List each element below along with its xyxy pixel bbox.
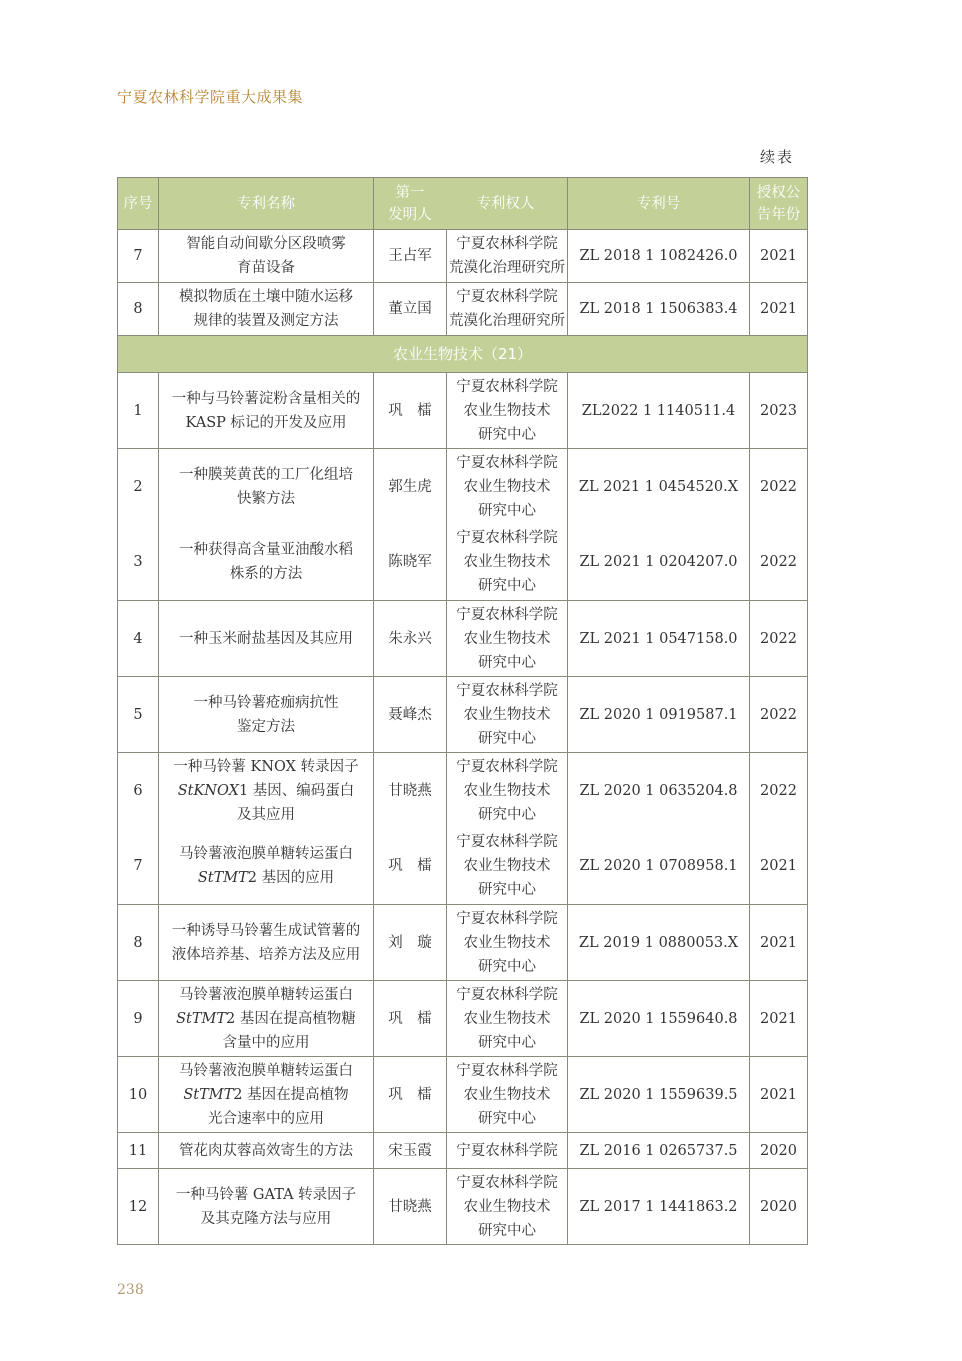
owner-line: 荒漠化治理研究所 — [449, 313, 565, 329]
table-row — [118, 449, 808, 525]
cell-year: 2022 — [750, 677, 808, 753]
owner-line: 农业生物技术 — [463, 630, 551, 647]
name-line: 一种马铃薯 GATA 转录因子 — [175, 1186, 357, 1203]
cell-index: 8 — [118, 283, 159, 336]
cell-owner — [447, 677, 568, 753]
cell-inventor: 巩 檑 — [374, 1057, 447, 1133]
running-title: 宁夏农林科学院重大成果集 — [117, 88, 304, 106]
owner-line: 农业生物技术 — [463, 934, 551, 951]
cell-year: 2021 — [750, 829, 808, 905]
cell-index: 7 — [118, 230, 159, 283]
name-line: 液体培养基、培养方法及应用 — [171, 946, 361, 963]
name-line: 及其克隆方法与应用 — [200, 1210, 332, 1227]
name-line: 鉴定方法 — [237, 718, 295, 735]
cell-year: 2020 — [750, 1169, 808, 1245]
owner-line: 研究中心 — [478, 426, 536, 443]
owner-line: 宁夏农林科学院 — [456, 758, 558, 775]
cell-name — [159, 905, 374, 981]
cell-index: 8 — [118, 905, 159, 981]
owner-line: 研究中心 — [478, 502, 536, 519]
name-line: KASP 标记的开发及应用 — [185, 414, 347, 431]
cell-inventor: 朱永兴 — [374, 601, 447, 677]
cell-owner — [447, 905, 568, 981]
cell-index: 1 — [118, 373, 159, 449]
owner-line: 研究中心 — [478, 730, 536, 747]
cell-owner — [447, 1169, 568, 1245]
cell-owner — [447, 230, 568, 283]
cell-name — [159, 449, 374, 525]
owner-line: 宁夏农林科学院 — [456, 910, 558, 927]
owner-line: 宁夏农林科学院 — [456, 1142, 558, 1159]
owner-line: 研究中心 — [478, 882, 536, 899]
page-number: 238 — [117, 1282, 144, 1298]
owner-line: 农业生物技术 — [463, 478, 551, 495]
section-row — [118, 336, 808, 373]
owner-line: 荒漠化治理研究所 — [449, 260, 565, 276]
name-line: 一种与马铃薯淀粉含量相关的 — [171, 390, 361, 407]
cell-patent-number: ZL 2020 1 0635204.8 — [568, 753, 750, 829]
cell-inventor: 董立国 — [374, 283, 447, 336]
owner-line: 研究中心 — [478, 958, 536, 975]
section-title: 农业生物技术（21） — [118, 336, 808, 373]
cell-owner — [447, 829, 568, 905]
cell-inventor: 甘晓燕 — [374, 1169, 447, 1245]
cell-owner — [447, 1057, 568, 1133]
cell-owner — [447, 449, 568, 525]
name-line: 一种玉米耐盐基因及其应用 — [179, 630, 353, 647]
owner-line: 宁夏农林科学院 — [456, 530, 558, 547]
col-header-inventor-line2: 发明人 — [388, 206, 432, 223]
cell-index: 10 — [118, 1057, 159, 1133]
cell-patent-number: ZL 2020 1 0919587.1 — [568, 677, 750, 753]
cell-index: 6 — [118, 753, 159, 829]
cell-index: 2 — [118, 449, 159, 525]
cell-year: 2021 — [750, 1057, 808, 1133]
table-row — [118, 829, 808, 905]
name-line: 智能自动间歇分区段喷雾 — [186, 236, 346, 252]
col-header-index: 序号 — [118, 178, 159, 230]
owner-line: 农业生物技术 — [463, 554, 551, 571]
cell-index: 12 — [118, 1169, 159, 1245]
table-row — [118, 230, 808, 283]
owner-line: 农业生物技术 — [463, 402, 551, 419]
owner-line: 研究中心 — [478, 654, 536, 671]
cell-owner — [447, 373, 568, 449]
cell-owner — [447, 981, 568, 1057]
col-header-inventor-line1: 第一 — [395, 184, 425, 201]
cell-index: 3 — [118, 525, 159, 601]
owner-line: 宁夏农林科学院 — [456, 986, 558, 1003]
owner-line: 农业生物技术 — [463, 1086, 551, 1103]
cell-inventor: 陈晓军 — [374, 525, 447, 601]
cell-patent-number: ZL 2021 1 0204207.0 — [568, 525, 750, 601]
table-row — [118, 601, 808, 677]
cell-patent-number: ZL 2018 1 1506383.4 — [568, 283, 750, 336]
name-line: 一种马铃薯疮痂病抗性 — [193, 694, 339, 711]
col-header-patent: 专利号 — [568, 178, 750, 230]
name-line: 一种获得高含量亚油酸水稻 — [179, 542, 353, 559]
cell-name: 一种马铃薯 KNOX 转录因子 StKNOX1 基因、编码蛋白 及其应用 — [159, 753, 374, 829]
owner-line: 研究中心 — [478, 1034, 536, 1051]
cell-inventor: 聂峰杰 — [374, 677, 447, 753]
owner-line: 宁夏农林科学院 — [456, 378, 558, 395]
owner-line: 研究中心 — [478, 578, 536, 595]
continued-label: 续表 — [760, 148, 795, 166]
col-header-year-line2: 告年份 — [756, 206, 801, 223]
name-line: 快繁方法 — [237, 490, 295, 507]
section-block — [118, 336, 808, 373]
table-row — [118, 753, 808, 829]
table-row — [118, 677, 808, 753]
cell-patent-number: ZL 2020 1 0708958.1 — [568, 829, 750, 905]
name-line: 模拟物质在土壤中随水运移 — [179, 289, 353, 305]
owner-line: 农业生物技术 — [463, 706, 551, 723]
name-line: 育苗设备 — [237, 260, 295, 276]
cell-patent-number: ZL 2019 1 0880053.X — [568, 905, 750, 981]
cell-inventor: 王占军 — [374, 230, 447, 283]
name-line: 管花肉苁蓉高效寄生的方法 — [179, 1142, 353, 1159]
cell-owner — [447, 753, 568, 829]
table-row — [118, 1057, 808, 1133]
cell-year: 2021 — [750, 905, 808, 981]
table-row — [118, 283, 808, 336]
owner-line: 宁夏农林科学院 — [456, 834, 558, 851]
cell-name — [159, 283, 374, 336]
cell-patent-number: ZL 2017 1 1441863.2 — [568, 1169, 750, 1245]
table-body-after — [118, 373, 808, 1245]
owner-line: 宁夏农林科学院 — [456, 1062, 558, 1079]
cell-patent-number: ZL 2020 1 1559640.8 — [568, 981, 750, 1057]
cell-year: 2020 — [750, 1133, 808, 1169]
owner-line: 农业生物技术 — [463, 858, 551, 875]
name-line: 一种膜荚黄芪的工厂化组培 — [179, 466, 353, 483]
cell-name: 马铃薯液泡膜单糖转运蛋白 StTMT2 基因在提高植物糖 含量中的应用 — [159, 981, 374, 1057]
cell-inventor: 巩 檑 — [374, 829, 447, 905]
cell-name — [159, 230, 374, 283]
cell-name — [159, 1169, 374, 1245]
cell-inventor: 刘 璇 — [374, 905, 447, 981]
owner-line: 宁夏农林科学院 — [456, 1174, 558, 1191]
cell-index: 7 — [118, 829, 159, 905]
cell-year: 2022 — [750, 601, 808, 677]
cell-year: 2022 — [750, 449, 808, 525]
owner-line: 研究中心 — [478, 806, 536, 823]
table-row — [118, 1169, 808, 1245]
table-row — [118, 525, 808, 601]
cell-index: 5 — [118, 677, 159, 753]
col-header-owner: 专利权人 — [476, 195, 535, 212]
cell-year: 2021 — [750, 981, 808, 1057]
name-line: 一种诱导马铃薯生成试管薯的 — [171, 922, 361, 939]
name-line: 规律的装置及测定方法 — [193, 313, 339, 329]
cell-year: 2023 — [750, 373, 808, 449]
cell-name — [159, 373, 374, 449]
owner-line: 宁夏农林科学院 — [456, 682, 558, 699]
cell-year: 2022 — [750, 525, 808, 601]
cell-inventor: 宋玉霞 — [374, 1133, 447, 1169]
cell-year: 2021 — [750, 283, 808, 336]
owner-line: 农业生物技术 — [463, 782, 551, 799]
cell-patent-number: ZL 2020 1 1559639.5 — [568, 1057, 750, 1133]
patent-table — [117, 177, 808, 1245]
owner-line: 农业生物技术 — [463, 1010, 551, 1027]
table-body-before — [118, 230, 808, 336]
cell-name — [159, 1133, 374, 1169]
cell-patent-number: ZL 2021 1 0547158.0 — [568, 601, 750, 677]
cell-owner — [447, 1133, 568, 1169]
cell-name — [159, 677, 374, 753]
table-row — [118, 981, 808, 1057]
owner-line: 宁夏农林科学院 — [456, 236, 558, 252]
table-row — [118, 1133, 808, 1169]
cell-patent-number: ZL 2018 1 1082426.0 — [568, 230, 750, 283]
owner-line: 农业生物技术 — [463, 1198, 551, 1215]
cell-name — [159, 601, 374, 677]
cell-inventor: 巩 檑 — [374, 373, 447, 449]
cell-index: 4 — [118, 601, 159, 677]
cell-owner — [447, 525, 568, 601]
col-header-name: 专利名称 — [159, 178, 374, 230]
cell-index: 9 — [118, 981, 159, 1057]
owner-line: 宁夏农林科学院 — [456, 289, 558, 305]
cell-inventor: 巩 檑 — [374, 981, 447, 1057]
cell-year: 2022 — [750, 753, 808, 829]
cell-year: 2021 — [750, 230, 808, 283]
col-header-year-line1: 授权公 — [756, 184, 801, 201]
cell-name: 马铃薯液泡膜单糖转运蛋白 StTMT2 基因在提高植物 光合速率中的应用 — [159, 1057, 374, 1133]
col-header-inventor-owner — [374, 178, 568, 230]
table-row — [118, 905, 808, 981]
cell-owner — [447, 601, 568, 677]
cell-inventor: 郭生虎 — [374, 449, 447, 525]
cell-patent-number: ZL 2021 1 0454520.X — [568, 449, 750, 525]
cell-index: 11 — [118, 1133, 159, 1169]
cell-name: 马铃薯液泡膜单糖转运蛋白 StTMT2 基因的应用 — [159, 829, 374, 905]
name-line: 株系的方法 — [229, 566, 303, 583]
cell-patent-number: ZL2022 1 1140511.4 — [568, 373, 750, 449]
cell-patent-number: ZL 2016 1 0265737.5 — [568, 1133, 750, 1169]
owner-line: 宁夏农林科学院 — [456, 606, 558, 623]
col-header-year — [750, 178, 808, 230]
cell-inventor: 甘晓燕 — [374, 753, 447, 829]
owner-line: 研究中心 — [478, 1222, 536, 1239]
cell-owner — [447, 283, 568, 336]
cell-name — [159, 525, 374, 601]
table-row — [118, 373, 808, 449]
owner-line: 研究中心 — [478, 1110, 536, 1127]
table-header — [118, 178, 808, 230]
owner-line: 宁夏农林科学院 — [456, 454, 558, 471]
